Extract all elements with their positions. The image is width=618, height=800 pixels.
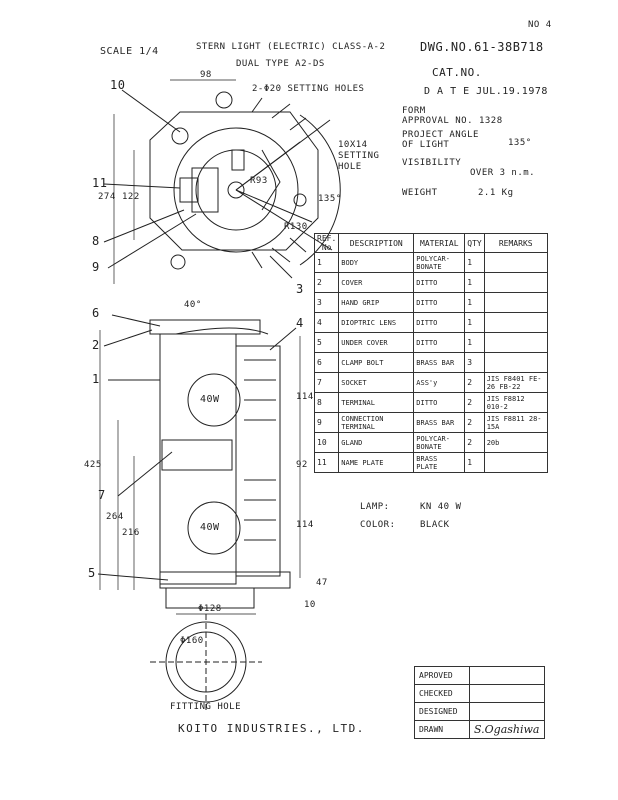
parts-cell-remarks [484, 293, 547, 313]
project-angle-label: PROJECT ANGLE [402, 130, 479, 140]
dim-98: 98 [200, 70, 212, 80]
callout-9: 9 [92, 260, 100, 274]
parts-cell-description: DIOPTRIC LENS [339, 313, 414, 333]
designed-label: DESIGNED [415, 703, 470, 721]
cat-number: CAT.NO. [432, 66, 482, 79]
lamp-value: KN 40 W [420, 502, 462, 512]
lamp-upper-label: 40W [200, 394, 220, 405]
visibility-label: VISIBILITY [402, 158, 462, 168]
parts-row [315, 333, 548, 353]
project-angle-sub: OF LIGHT [402, 140, 450, 150]
callout-3: 3 [296, 282, 304, 296]
drawn-label: DRAWN [415, 721, 470, 739]
color-label: COLOR: [360, 520, 396, 530]
parts-header-row [315, 234, 548, 253]
drawing-title: STERN LIGHT (ELECTRIC) CLASS-A-2 [196, 42, 386, 52]
socket-box [162, 440, 232, 470]
parts-cell-remarks: JIS F8401 FE-26 FB-22 [484, 373, 547, 393]
parts-cell-description: CLAMP BOLT [339, 353, 414, 373]
lamp-label: LAMP: [360, 502, 390, 512]
setting-hole-top [216, 92, 232, 108]
parts-cell-ref: 2 [315, 273, 339, 293]
dim-92: 92 [296, 460, 308, 470]
parts-row [315, 433, 548, 453]
parts-cell-description: HAND GRIP [339, 293, 414, 313]
dim-10: 10 [304, 600, 316, 610]
hand-grip [176, 328, 268, 334]
gland-bottom [171, 255, 185, 269]
setting-hole-label-2: HOLE [338, 162, 362, 172]
parts-cell-description: NAME PLATE [339, 453, 414, 473]
checked-sign [470, 685, 545, 703]
dim-phi160: Φ160 [180, 636, 204, 646]
color-value: BLACK [420, 520, 450, 530]
setting-hole-size: 10X14 [338, 140, 368, 150]
parts-row [315, 413, 548, 433]
gland-top [172, 128, 188, 144]
visibility-value: OVER 3 n.m. [470, 168, 536, 178]
project-angle-value: 135° [508, 138, 532, 148]
parts-cell-material: BRASS BAR [414, 353, 465, 373]
parts-cell-ref: 1 [315, 253, 339, 273]
parts-cell-remarks: 20b [484, 433, 547, 453]
parts-cell-remarks [484, 273, 547, 293]
parts-cell-ref: 5 [315, 333, 339, 353]
fitting-hole-label: FITTING HOLE [170, 702, 242, 712]
dim-phi128: Φ128 [198, 604, 222, 614]
parts-cell-material: DITTO [414, 273, 465, 293]
parts-cell-qty: 2 [465, 393, 484, 413]
parts-row [315, 453, 548, 473]
parts-cell-ref: 3 [315, 293, 339, 313]
parts-cell-remarks [484, 253, 547, 273]
lamp-lower-label: 40W [200, 522, 220, 533]
title-row-checked [415, 685, 545, 703]
dim-216: 216 [122, 528, 140, 538]
checked-label: CHECKED [415, 685, 470, 703]
dwg-number: DWG.NO.61-38B718 [420, 40, 544, 54]
col-ref: REF. No [315, 234, 339, 253]
parts-row [315, 253, 548, 273]
parts-row [315, 393, 548, 413]
parts-row [315, 293, 548, 313]
parts-cell-material: POLYCAR-BONATE [414, 253, 465, 273]
parts-cell-material: DITTO [414, 313, 465, 333]
parts-cell-remarks [484, 453, 547, 473]
dim-425: 425 [84, 460, 102, 470]
cover-top [150, 320, 260, 334]
dim-r130: R130 [284, 222, 308, 232]
col-qty: QTY [465, 234, 484, 253]
parts-row [315, 373, 548, 393]
callout-1: 1 [92, 372, 100, 386]
parts-cell-description: GLAND [339, 433, 414, 453]
parts-cell-description: TERMINAL [339, 393, 414, 413]
callout-10: 10 [110, 78, 126, 92]
setting-hole-side [294, 194, 306, 206]
parts-cell-ref: 9 [315, 413, 339, 433]
parts-cell-material: POLYCAR-BONATE [414, 433, 465, 453]
body-side [160, 334, 236, 584]
parts-cell-ref: 8 [315, 393, 339, 413]
parts-cell-qty: 1 [465, 333, 484, 353]
parts-table [314, 233, 548, 473]
under-cover [160, 572, 290, 588]
parts-cell-description: SOCKET [339, 373, 414, 393]
sheet-number: NO 4 [528, 20, 552, 30]
parts-row [315, 353, 548, 373]
parts-cell-remarks: JIS F8811 28-15A [484, 413, 547, 433]
parts-row [315, 273, 548, 293]
dim-264: 264 [106, 512, 124, 522]
clamp-slot [232, 150, 244, 170]
parts-cell-material: DITTO [414, 293, 465, 313]
parts-cell-material: DITTO [414, 393, 465, 413]
dim-122: 122 [122, 192, 140, 202]
form-label: FORM [402, 106, 426, 116]
parts-cell-material: BRASS PLATE [414, 453, 465, 473]
weight-label: WEIGHT [402, 188, 438, 198]
dim-114-lower: 114 [296, 520, 314, 530]
parts-cell-description: UNDER COVER [339, 333, 414, 353]
callout-6: 6 [92, 306, 100, 320]
dim-r93: R93 [250, 176, 268, 186]
parts-cell-ref: 11 [315, 453, 339, 473]
dim-274: 274 [98, 192, 116, 202]
scale-label: SCALE 1/4 [100, 46, 159, 57]
parts-cell-description: CONNECTION TERMINAL [339, 413, 414, 433]
col-remarks: REMARKS [484, 234, 547, 253]
callout-11: 11 [92, 176, 108, 190]
parts-cell-qty: 1 [465, 253, 484, 273]
parts-cell-remarks: JIS F8812 010-2 [484, 393, 547, 413]
approved-sign [470, 667, 545, 685]
parts-cell-qty: 2 [465, 413, 484, 433]
parts-cell-remarks [484, 333, 547, 353]
terminal-block [180, 178, 198, 202]
parts-cell-description: COVER [339, 273, 414, 293]
parts-cell-ref: 4 [315, 313, 339, 333]
drawn-signature: S.Ogashiwa [470, 721, 545, 739]
callout-2: 2 [92, 338, 100, 352]
parts-row [315, 313, 548, 333]
setting-hole-label-1: SETTING [338, 151, 380, 161]
title-block [414, 666, 545, 739]
parts-cell-qty: 1 [465, 293, 484, 313]
parts-cell-description: BODY [339, 253, 414, 273]
drawing-date: D A T E JUL.19.1978 [424, 86, 548, 97]
callout-5: 5 [88, 566, 96, 580]
parts-cell-qty: 1 [465, 313, 484, 333]
dim-135: 135° [318, 194, 342, 204]
parts-cell-qty: 2 [465, 433, 484, 453]
parts-cell-qty: 1 [465, 453, 484, 473]
dim-114-upper: 114 [296, 392, 314, 402]
approval-number: APPROVAL NO. 1328 [402, 116, 503, 126]
weight-value: 2.1 Kg [478, 188, 514, 198]
parts-cell-ref: 10 [315, 433, 339, 453]
title-row-approved [415, 667, 545, 685]
approved-label: APROVED [415, 667, 470, 685]
parts-cell-ref: 6 [315, 353, 339, 373]
col-material: MATERIAL [414, 234, 465, 253]
parts-cell-material: DITTO [414, 333, 465, 353]
parts-cell-ref: 7 [315, 373, 339, 393]
callout-7: 7 [98, 488, 106, 502]
parts-cell-qty: 2 [465, 373, 484, 393]
col-description: DESCRIPTION [339, 234, 414, 253]
drawing-subtitle: DUAL TYPE A2-DS [236, 59, 325, 69]
parts-cell-qty: 3 [465, 353, 484, 373]
parts-table-body [315, 253, 548, 473]
designed-sign [470, 703, 545, 721]
dim-47: 47 [316, 578, 328, 588]
parts-cell-qty: 1 [465, 273, 484, 293]
company-name: KOITO INDUSTRIES., LTD. [178, 722, 365, 735]
parts-cell-material: BRASS BAR [414, 413, 465, 433]
title-row-drawn [415, 721, 545, 739]
dim-40deg: 40° [184, 300, 202, 310]
parts-cell-material: ASS'y [414, 373, 465, 393]
parts-cell-remarks [484, 313, 547, 333]
callout-8: 8 [92, 234, 100, 248]
callout-4: 4 [296, 316, 304, 330]
title-row-designed [415, 703, 545, 721]
parts-cell-remarks [484, 353, 547, 373]
setting-holes-note: 2-Φ20 SETTING HOLES [252, 84, 365, 94]
